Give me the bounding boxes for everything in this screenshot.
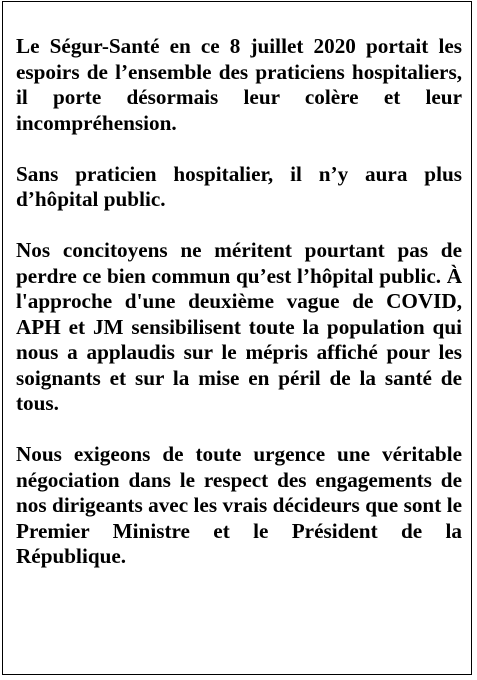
document-body xyxy=(16,34,462,570)
paragraph-praticien-hospitalier: Sans praticien hospitalier, il n’y aura plus d’hôpital public. xyxy=(16,161,462,211)
paragraph-concitoyens: Nos concitoyens ne méritent pourtant pas de perdre ce bien commun qu’est l’hôpital public. À l'approche d'une deuxième vague de COVID, APH et JM sensibilisent toute la population qui nous a applaudis sur le mépris affiché pour les soignants et sur la mise en péril de la santé de tous. xyxy=(16,238,462,415)
paragraph-segur-sante: Le Ségur-Santé en ce 8 juillet 2020 portait les espoirs de l’ensemble des praticiens hospitaliers, il porte désormais leur colère et leur incompréhension. xyxy=(16,34,462,135)
paragraph-exigences: Nous exigeons de toute urgence une véritable négociation dans le respect des engagements de nos dirigeants avec les vrais décideurs que sont le Premier Ministre et le Président de la République. xyxy=(16,442,462,568)
document-frame xyxy=(2,1,472,675)
